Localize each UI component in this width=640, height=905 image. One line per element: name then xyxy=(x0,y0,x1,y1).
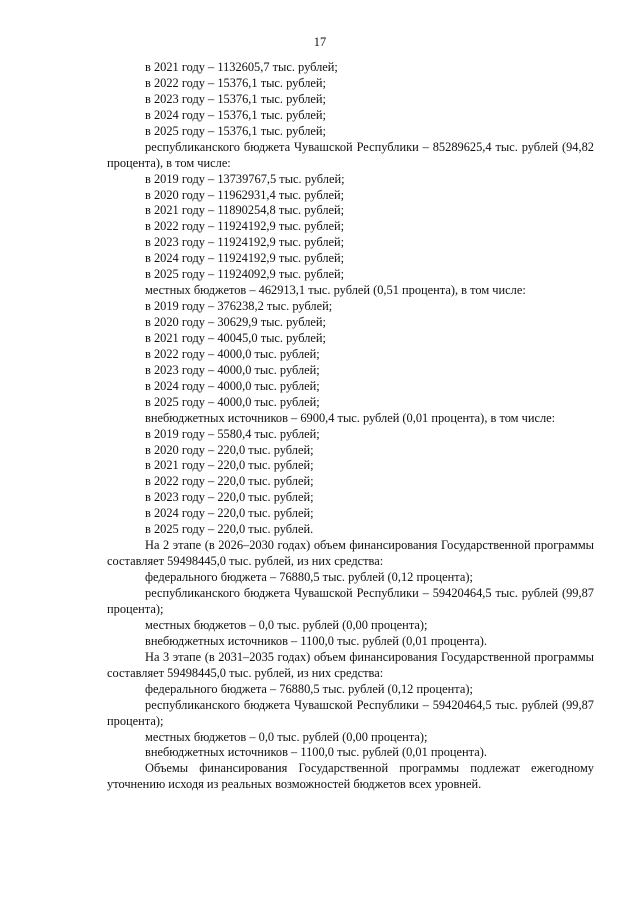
text-line: в 2025 году – 220,0 тыс. рублей. xyxy=(145,522,314,537)
text-line: в 2023 году – 15376,1 тыс. рублей; xyxy=(145,91,326,106)
text-line: внебюджетных источников – 1100,0 тыс. рублей (0,01 процента). xyxy=(145,633,487,648)
text-line: в 2020 году – 220,0 тыс. рублей; xyxy=(145,442,314,457)
text-line: в 2025 году – 4000,0 тыс. рублей; xyxy=(145,394,320,409)
text-line: местных бюджетов – 462913,1 тыс. рублей (0,51 процента), в том числе: xyxy=(145,283,526,298)
text-line: в 2019 году – 13739767,5 тыс. рублей; xyxy=(145,171,345,186)
text-line: в 2021 году – 220,0 тыс. рублей; xyxy=(145,458,314,473)
text-line: в 2023 году – 11924192,9 тыс. рублей; xyxy=(145,235,345,250)
text-line: федерального бюджета – 76880,5 тыс. рублей (0,12 процента); xyxy=(145,570,473,585)
text-line: федерального бюджета – 76880,5 тыс. рублей (0,12 процента); xyxy=(145,681,473,696)
paragraph: республиканского бюджета Чувашской Республики – 59420464,5 тыс. рублей (99,87 процента); xyxy=(107,697,594,728)
document-body xyxy=(107,60,594,793)
text-line: в 2024 году – 220,0 тыс. рублей; xyxy=(145,506,314,521)
text-line: в 2021 году – 11890254,8 тыс. рублей; xyxy=(145,203,345,218)
page-number: 17 xyxy=(313,35,327,49)
paragraph: Объемы финансирования Государственной программы подлежат ежегодному уточнению исходя из реальных возможностей бюджетов всех уровней. xyxy=(107,761,594,792)
paragraph: республиканского бюджета Чувашской Республики – 59420464,5 тыс. рублей (99,87 процента); xyxy=(107,586,594,616)
text-line: внебюджетных источников – 1100,0 тыс. рублей (0,01 процента). xyxy=(145,745,487,760)
text-line: в 2023 году – 4000,0 тыс. рублей; xyxy=(145,362,320,377)
text-line: местных бюджетов – 0,0 тыс. рублей (0,00 процента); xyxy=(145,729,428,744)
text-line: в 2022 году – 15376,1 тыс. рублей; xyxy=(145,75,326,90)
text-line: в 2023 году – 220,0 тыс. рублей; xyxy=(145,490,314,505)
paragraph: республиканского бюджета Чувашской Республики – 85289625,4 тыс. рублей (94,82 процента), в том числе: xyxy=(107,139,594,170)
text-line: в 2021 году – 40045,0 тыс. рублей; xyxy=(145,330,326,345)
text-line: в 2022 году – 220,0 тыс. рублей; xyxy=(145,474,314,489)
text-line: в 2021 году – 1132605,7 тыс. рублей; xyxy=(145,60,338,74)
text-line: в 2022 году – 4000,0 тыс. рублей; xyxy=(145,346,320,361)
text-line: в 2025 году – 11924092,9 тыс. рублей; xyxy=(145,267,345,282)
text-line: в 2024 году – 11924192,9 тыс. рублей; xyxy=(145,251,345,266)
text-line: в 2020 году – 11962931,4 тыс. рублей; xyxy=(145,187,345,202)
text-line: в 2020 году – 30629,9 тыс. рублей; xyxy=(145,315,326,330)
text-line: местных бюджетов – 0,0 тыс. рублей (0,00 процента); xyxy=(145,617,428,632)
text-line: в 2024 году – 15376,1 тыс. рублей; xyxy=(145,107,326,122)
text-line: в 2022 году – 11924192,9 тыс. рублей; xyxy=(145,219,345,234)
text-line: в 2019 году – 5580,4 тыс. рублей; xyxy=(145,426,320,441)
text-line: в 2024 году – 4000,0 тыс. рублей; xyxy=(145,378,320,393)
text-line: в 2019 году – 376238,2 тыс. рублей; xyxy=(145,299,333,314)
paragraph: внебюджетных источников – 6900,4 тыс. рублей (0,01 процента), в том числе: xyxy=(145,410,556,425)
paragraph: На 3 этапе (в 2031–2035 годах) объем финансирования Государственной программы составляет 59498445,0 тыс. рублей, из них средства: xyxy=(107,649,594,680)
paragraph: На 2 этапе (в 2026–2030 годах) объем финансирования Государственной программы составляет 59498445,0 тыс. рублей, из них средства: xyxy=(107,538,594,569)
text-line: в 2025 году – 15376,1 тыс. рублей; xyxy=(145,123,326,138)
